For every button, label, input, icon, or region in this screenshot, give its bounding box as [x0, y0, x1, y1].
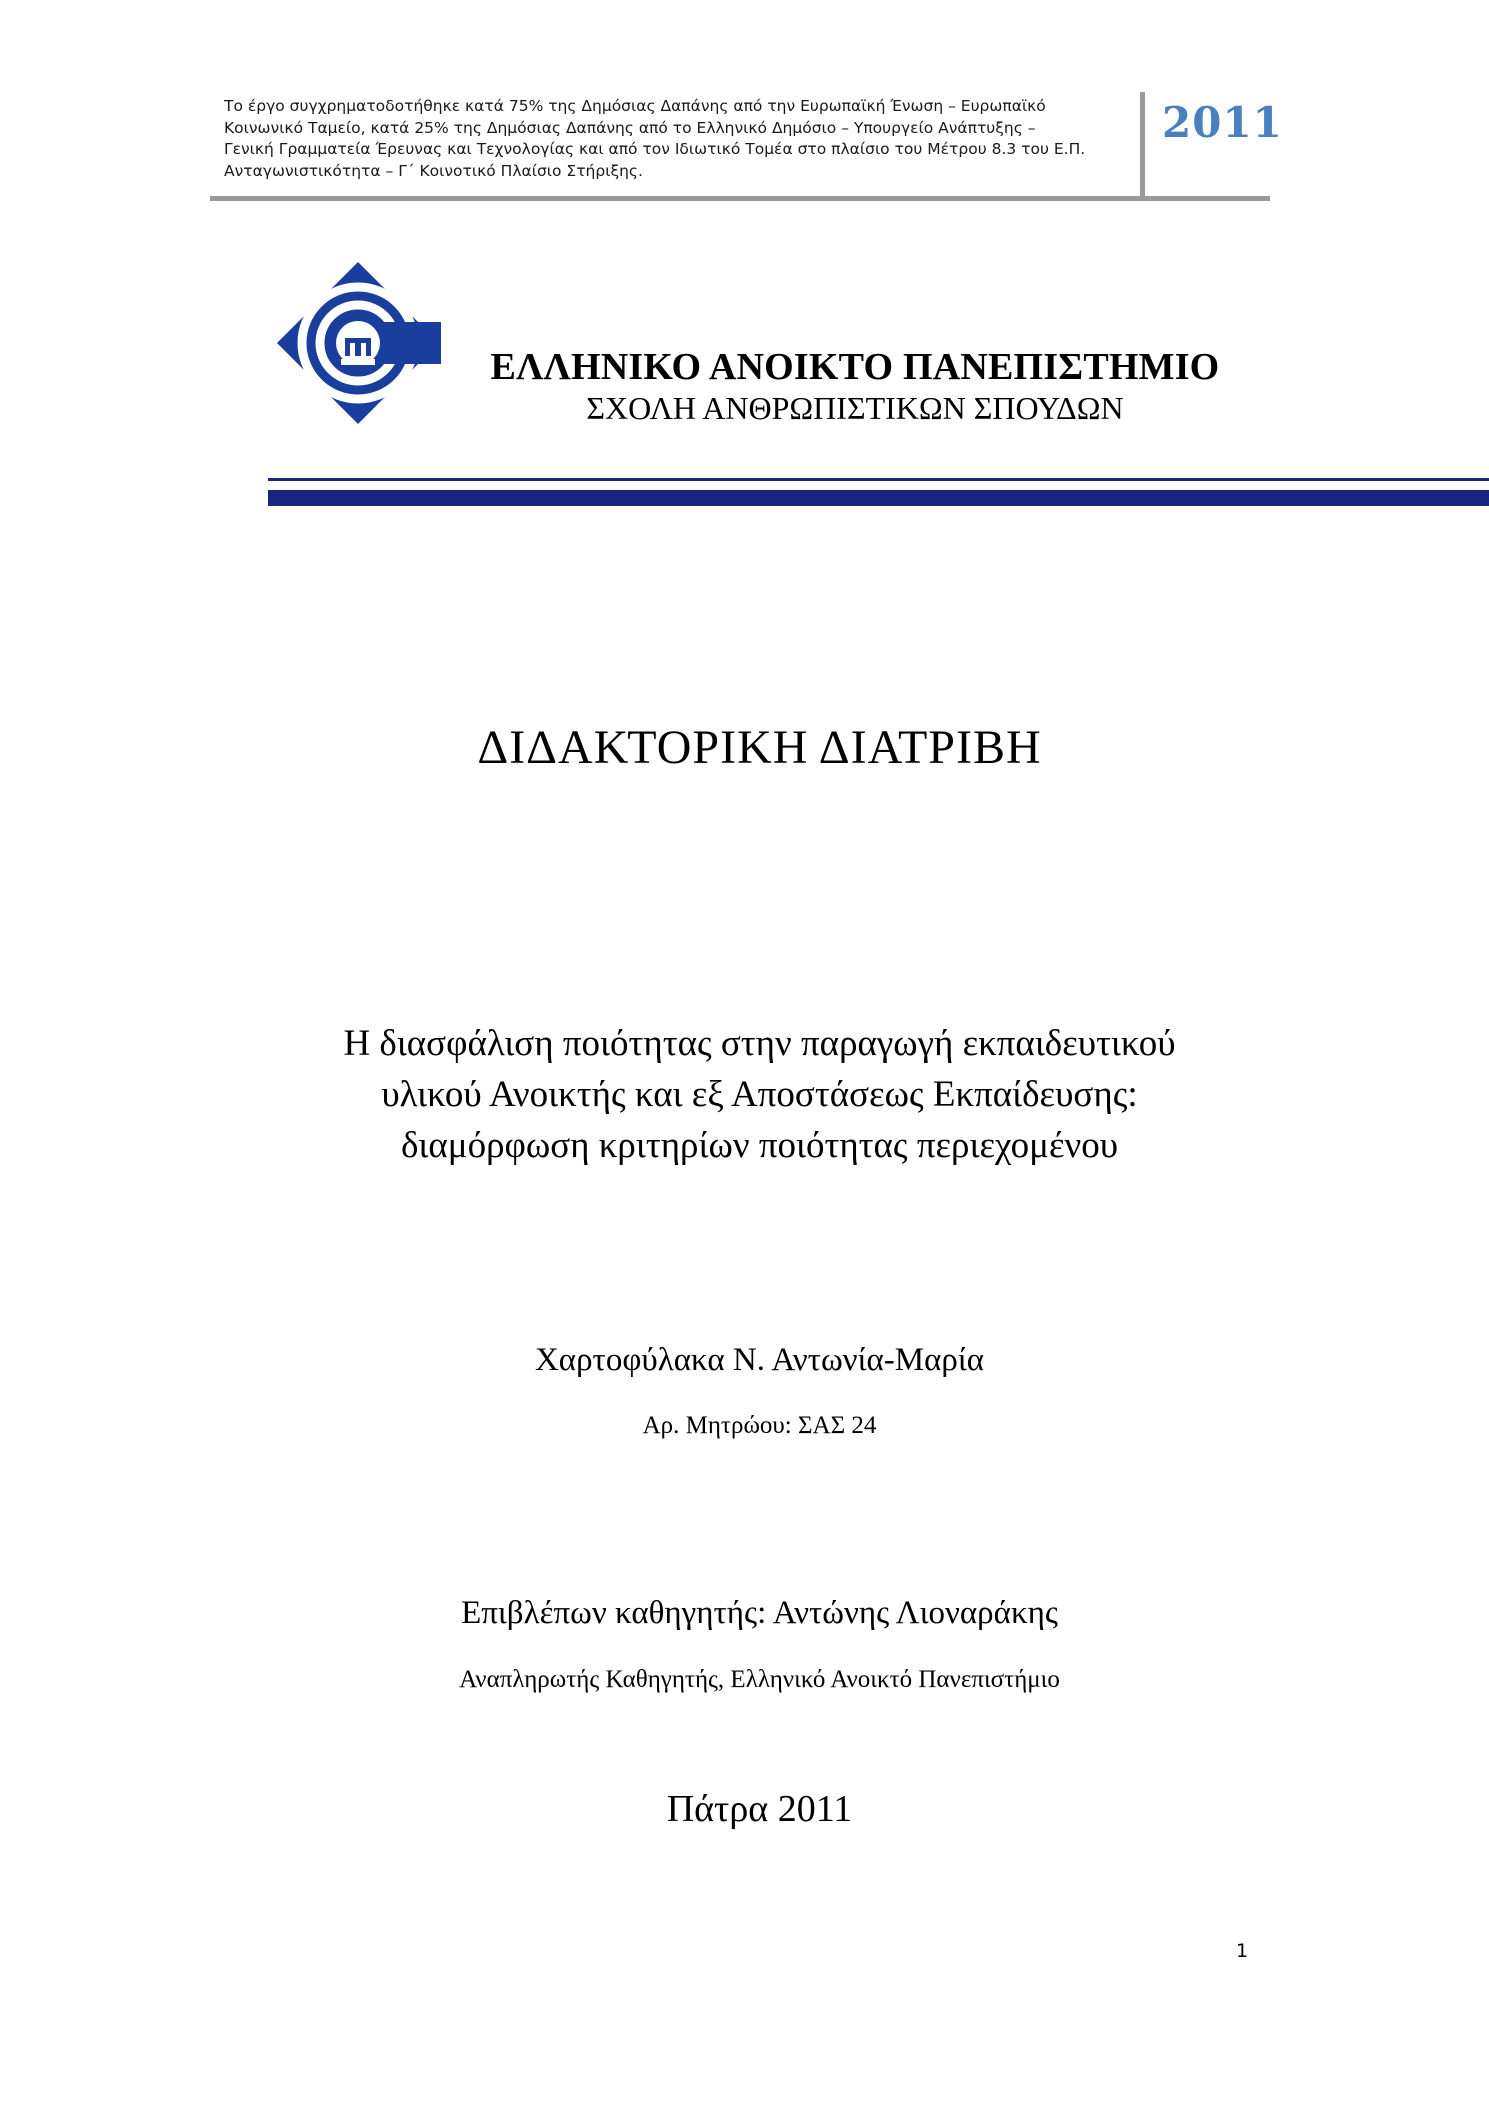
funding-note: [210, 92, 1283, 201]
university-logo-icon: [275, 260, 441, 426]
funding-line: Γενική Γραμματεία Έρευνας και Τεχνολογίας και από τον Ιδιωτικό Τομέα στο πλαίσιο του Μέτρου 8.3 του Ε.Π.: [224, 140, 1086, 158]
author-name: Χαρτοφύλακα Ν. Αντωνία-Μαρία: [534, 1342, 985, 1378]
funding-text: [224, 96, 1122, 182]
registration-number: Αρ. Μητρώου: ΣΑΣ 24: [642, 1412, 877, 1439]
header-rule-thin: [268, 478, 1489, 481]
supervisor-role: Αναπληρωτής Καθηγητής, Ελληνικό Ανοικτό Πανεπιστήμιο: [459, 1666, 1060, 1693]
header-rule-thick: [268, 490, 1489, 506]
funding-year: 2011: [1162, 98, 1283, 147]
funding-line: Το έργο συγχρηματοδοτήθηκε κατά 75% της Δημόσιας Δαπάνης από την Ευρωπαϊκή Ένωση – Ευρωπαϊκό: [224, 97, 1046, 115]
school-name: ΣΧΟΛΗ ΑΝΘΡΩΠΙΣΤΙΚΩΝ ΣΠΟΥΔΩΝ: [586, 390, 1124, 426]
place-and-year: Πάτρα 2011: [666, 1788, 853, 1830]
funding-separator: [1140, 92, 1145, 196]
funding-line: Κοινωνικό Ταμείο, κατά 25% της Δημόσιας Δαπάνης από το Ελληνικό Δημόσιο – Υπουργείο Ανάπτυξης –: [224, 118, 1036, 137]
university-logo: [275, 260, 441, 426]
funding-line: Ανταγωνιστικότητα – Γ΄ Κοινοτικό Πλαίσιο Στήριξης.: [224, 161, 643, 180]
thesis-title-line: διαμόρφωση κριτηρίων ποιότητας περιεχομένου: [400, 1125, 1119, 1166]
thesis-title-line: Η διασφάλιση ποιότητας στην παραγωγή εκπαιδευτικού: [343, 1023, 1176, 1064]
document-type: ΔΙΔΑΚΤΟΡΙΚΗ ΔΙΑΤΡΙΒΗ: [477, 721, 1042, 774]
thesis-title: [0, 1018, 1489, 1171]
supervisor: Επιβλέπων καθηγητής: Αντώνης Λιοναράκης: [461, 1595, 1058, 1631]
thesis-title-line: υλικού Ανοικτής και εξ Αποστάσεως Εκπαίδευσης:: [381, 1074, 1138, 1115]
page-number: 1: [1236, 1940, 1249, 1962]
university-name: ΕΛΛΗΝΙΚΟ ΑΝΟΙΚΤΟ ΠΑΝΕΠΙΣΤΗΜΙΟ: [490, 346, 1220, 388]
